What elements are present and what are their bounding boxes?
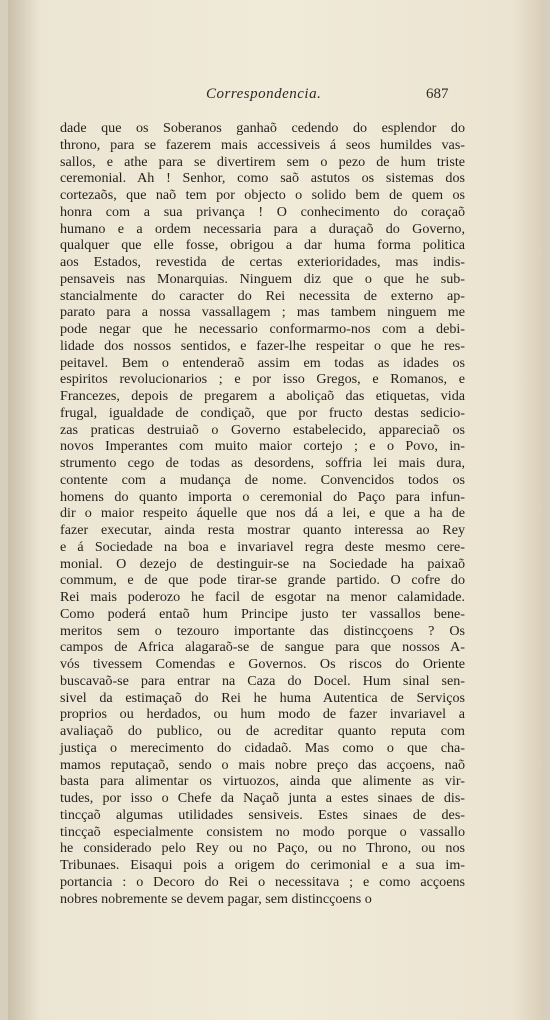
text-line: cortezaõs, que naõ tem por objecto o solido bem de quem os: [60, 187, 465, 203]
text-line: buscavaõ-se para entrar na Caza do Docel. Hum sinal sen-: [60, 672, 465, 689]
text-line: frugal, igualdade de condiçaõ, que por fructo destas sedicio-: [60, 404, 465, 421]
text-line: basta para alimentar os virtuozos, ainda que alimente as vir-: [60, 773, 465, 790]
book-page: [8, 0, 544, 1020]
text-line: tudes, por isso o Chefe da Naçaõ junta a estes sinaes de dis-: [60, 790, 465, 806]
text-line: honra com a sua privança ! O conhecimento do coraçaõ: [60, 203, 465, 220]
text-line: stancialmente do caracter do Rei necessita de externo ap-: [60, 287, 465, 304]
text-line: mamos reputaçaõ, sendo o mais nobre preço das acçoens, naõ: [60, 756, 465, 773]
text-line: vós tivessem Comendas e Governos. Os riscos do Oriente: [60, 656, 465, 672]
text-line: peitavel. Bem o entenderaõ assim em todas as idades os: [60, 354, 465, 371]
text-line: monial. O dezejo de destinguir-se na Sociedade ha paixaõ: [60, 555, 465, 572]
text-line: pensaveis nas Monarquias. Ninguem diz que o que he sub-: [60, 270, 465, 287]
text-line: ceremonial. Ah ! Senhor, como saõ astutos os sistemas dos: [60, 170, 465, 187]
text-line: meritos sem o tezouro importante das distincçoens ? Os: [60, 622, 465, 639]
text-line: e á Sociedade na boa e invariavel regra deste mesmo cere-: [60, 538, 465, 555]
text-line: fazer executar, ainda resta mostrar quanto interessa ao Rey: [60, 522, 465, 538]
text-line: qualquer que elle fosse, obrigou a dar huma forma politica: [60, 237, 465, 254]
text-line: tincçaõ especialmente consistem no modo porque o vassallo: [60, 823, 465, 840]
text-line: dir o maior respeito áquelle que nos dá a lei, e que a ha de: [60, 505, 465, 522]
text-line: Como poderá entaõ hum Principe justo ter vassallos bene-: [60, 605, 465, 622]
text-line: Francezes, depois de pregarem a aboliçaõ das etiquetas, vida: [60, 388, 465, 404]
text-line: throno, para se fazerem mais accessiveis á seos humildes vas-: [60, 136, 465, 153]
text-line: novos Imperantes com muito maior cortejo ; e o Povo, in-: [60, 438, 465, 455]
running-title: Correspondencia.: [206, 86, 322, 102]
text-line: sallos, e athe para se divertirem sem o pezo de hum triste: [60, 153, 465, 170]
text-line: commum, e de que pode tirar-se grande partido. O cofre do: [60, 572, 465, 589]
text-line: strumento cego de todas as desordens, soffria lei mais dura,: [60, 455, 465, 471]
page-header: [8, 86, 544, 110]
body-text: [60, 120, 465, 907]
text-line: tincçaõ algumas utilidades sensiveis. Estes sinaes de des-: [60, 806, 465, 823]
text-line: pode negar que he necessario conformarmo-nos com a debi-: [60, 321, 465, 337]
page-number: 687: [426, 86, 449, 102]
text-line: contente com a mudança de nome. Convencidos todos os: [60, 471, 465, 488]
text-line: Tribunaes. Eisaqui pois a origem do cerimonial e a sua im-: [60, 857, 465, 873]
text-line: parato para a nossa vassallagem ; mas tambem ninguem me: [60, 304, 465, 321]
text-line: he considerado pelo Rey ou no Paço, ou no Throno, ou nos: [60, 840, 465, 857]
text-line: dade que os Soberanos ganhaõ cedendo do esplendor do: [60, 120, 465, 136]
text-line: humano e a ordem necessaria para a duraçaõ do Governo,: [60, 220, 465, 237]
text-line: campos de Africa alagaraõ-se de sangue para que nossos A-: [60, 639, 465, 656]
text-line: lidade dos nossos sentidos, e fazer-lhe respeitar o que he res-: [60, 337, 465, 354]
text-line: espiritos revolucionarios ; e por isso Gregos, e Romanos, e: [60, 371, 465, 388]
text-line: nobres nobremente se devem pagar, sem distincçoens o: [60, 890, 372, 907]
text-line: zas praticas destruiaõ o Governo estabelecido, appareciaõ os: [60, 421, 465, 438]
text-line: portancia : o Decoro do Rei o necessitava ; e como acçoens: [60, 873, 465, 890]
text-line: sivel da estimaçaõ do Rei he huma Autentica de Serviços: [60, 689, 465, 706]
text-line: justiça o merecimento do cidadaõ. Mas como o que cha-: [60, 739, 465, 756]
text-line: Rei mais poderozo he facil de esgotar na menor calamidade.: [60, 589, 465, 605]
text-line: homens do quanto importa o ceremonial do Paço para infun-: [60, 488, 465, 505]
text-line: aos Estados, revestida de certas exterioridades, mas indis-: [60, 254, 465, 270]
text-line: avaliaçaõ do publico, ou de acreditar quanto reputa com: [60, 723, 465, 739]
text-line: proprios ou herdados, ou hum modo de fazer invariavel a: [60, 706, 465, 723]
